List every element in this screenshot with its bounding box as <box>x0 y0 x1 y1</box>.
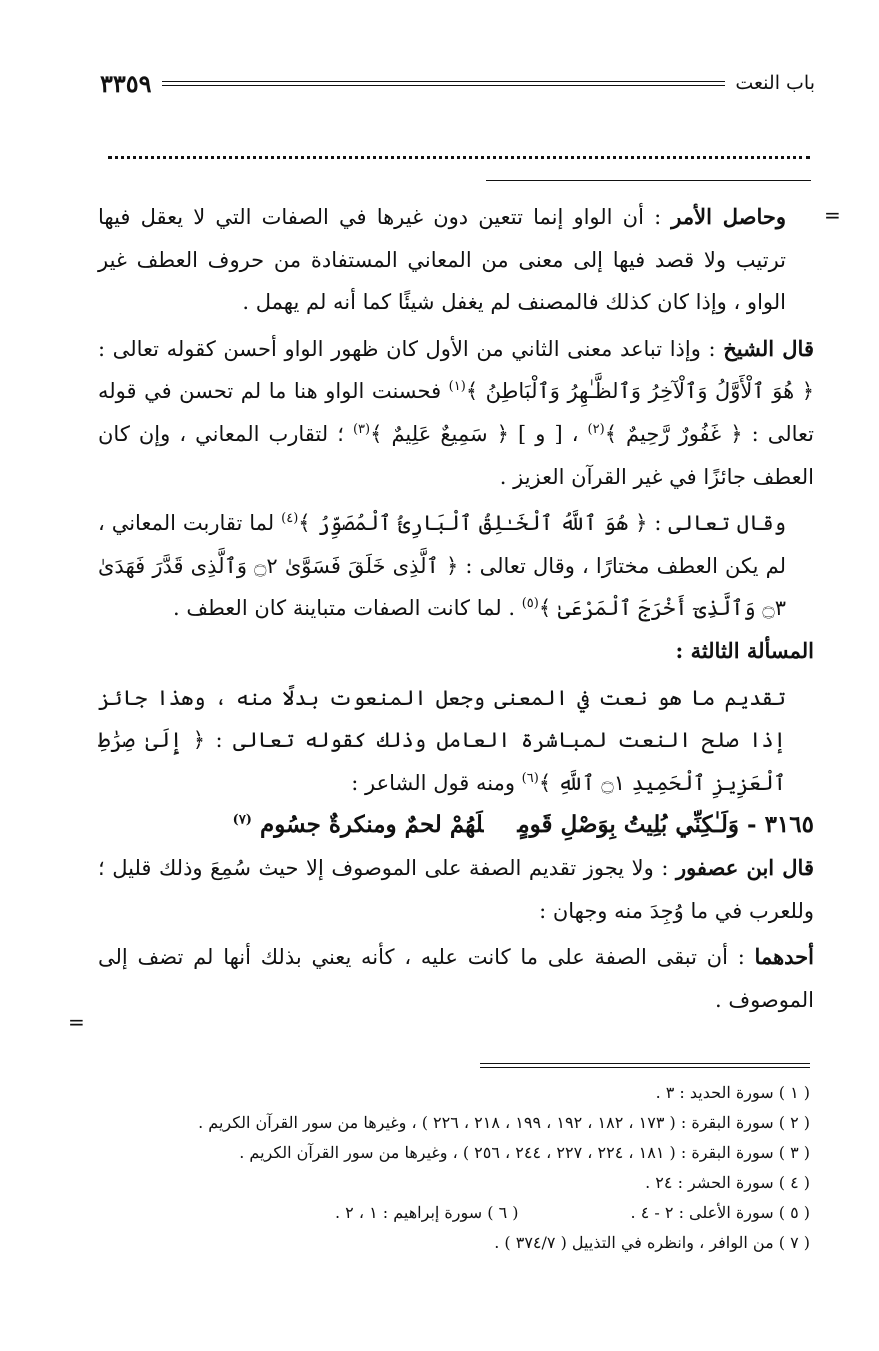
page-number: ٣٣٥٩ <box>100 68 152 98</box>
footnote-ref: (٥) <box>521 596 539 612</box>
section-heading: المسألة الثالثة : <box>675 637 814 663</box>
paragraph-text: : ولا يجوز تقديم الصفة على الموصوف إلا حيث سُمِعَ وذلك قليل ؛ وللعرب في ما وُجِدَ منه وجهان : <box>98 855 814 923</box>
footnote-ref: (٧) <box>232 812 252 828</box>
paragraph-lead: أحدهما <box>754 944 814 970</box>
main-text <box>98 196 814 1021</box>
paragraph-text: ، [ و ] ﴿ سَمِيعٌ عَلِيمٌ ﴾ <box>370 421 588 446</box>
paragraph-text: : أن تبقى الصفة على ما كانت عليه ، كأنه يعني بذلك أنها لم تضف إلى الموصوف . <box>98 945 814 1012</box>
margin-mark-top: = <box>824 203 841 227</box>
verse-hemistich-first: وَلَـٰكِنِّي بُلِيتُ بِوَصْلِ قَومٍ <box>517 811 739 839</box>
paragraph-text: : أن الواو إنما تتعين دون غيرها في الصفات التي لا يعقل فيها ترتيب ولا قصد فيها إلى معنى من المعاني المستفادة من حروف العطف غير الواو ، وإذا كان كذلك فالمصنف لم يغفل شيئًا كما أنه لم يهمل . <box>98 205 786 315</box>
section-rule <box>486 180 811 181</box>
paragraph-third-issue <box>98 677 814 805</box>
running-header <box>100 66 815 100</box>
footnote-6: ( ٦ ) سورة إبراهيم : ١ ، ٢ . <box>334 1203 519 1222</box>
footnote-5: ( ٥ ) سورة الأعلى : ٢ - ٤ . <box>630 1203 810 1222</box>
footnote-ref: (٦) <box>521 770 539 786</box>
chapter-title: باب النعت <box>735 72 815 94</box>
paragraph-text: وقال تعالى : ﴿ هُوَ ٱللَّهُ ٱلْخَـٰلِقُ ٱلْبَارِئُ ٱلْمُصَوِّرُ ﴾ <box>298 511 787 536</box>
paragraph-text: : وإذا تباعد معنى الثاني من الأول كان ظهور الواو أحسن كقوله تعالى : ﴿ هُوَ ٱلْأَوَّلُ وَٱلْآخِرُ وَٱلظَّـٰهِرُ وَٱلْبَاطِنُ ﴾ <box>98 336 814 404</box>
paragraph-lead: وحاصل الأمر <box>671 204 786 229</box>
paragraph-ibn-usfur <box>98 847 814 932</box>
paragraph-text: ؛ لتقارب المعاني ، وإن كان العطف جائزًا في غير القرآن العزيز . <box>98 421 814 489</box>
margin-mark-bottom: = <box>68 1010 85 1034</box>
paragraph-text: فحسنت الواو هنا ما لم تحسن في قوله تعالى : ﴿ غَفُورٌ رَّحِيمٌ ﴾ <box>98 379 814 446</box>
paragraph-text: لما تقاربت المعاني ، لم يكن العطف مختارًا ، وقال تعالى : ﴿ ٱلَّذِى خَلَقَ فَسَوَّىٰ ۝٢ وَٱلَّذِى قَدَّرَ فَهَدَىٰ ۝٣ وَٱلَّذِىٓ أَخْرَجَ ٱلْمَرْعَىٰ ﴾ <box>98 511 787 621</box>
footnote-4: ( ٤ ) سورة الحشر : ٢٤ . <box>645 1173 810 1192</box>
paragraph-text: . لما كانت الصفات متباينة كان العطف . <box>172 596 522 621</box>
paragraph-sheikh <box>98 328 814 498</box>
footnotes <box>96 1078 810 1258</box>
footnote-ref: (٤) <box>281 511 299 527</box>
footnote-ref: (٢) <box>587 421 605 437</box>
paragraph-text: تقديم ما هو نعت في المعنى وجعل المنعوت بدلًا منه ، وهذا جائز إذا صلح النعت لمباشرة العامل وذلك كقوله تعالى : ﴿ إِلَىٰ صِرَٰطِ ٱلْعَزِيزِ ٱلْحَمِيدِ ۝١ ٱللَّهِ ﴾ <box>98 685 786 795</box>
paragraph-lead: قال ابن عصفور <box>675 854 814 880</box>
footnote-1: ( ١ ) سورة الحديد : ٣ . <box>655 1083 810 1102</box>
paragraph-first-way <box>98 936 814 1021</box>
footnote-7: ( ٧ ) من الوافر ، وانظره في التذييل ( ٣٧٤/٧ ) . <box>494 1233 810 1252</box>
verse-number: ٣١٦٥ - <box>747 811 814 839</box>
footnote-row-5-6 <box>96 1198 810 1228</box>
verse-hemistich-second: لَهُمْ لحمٌ ومنكرةٌ جسُوم <box>259 811 484 839</box>
poetry-verse <box>98 804 814 847</box>
footnote-ref: (٣) <box>352 421 371 437</box>
footnote-rule <box>480 1063 810 1068</box>
header-rule <box>162 81 726 86</box>
dotted-separator <box>108 136 810 159</box>
paragraph-lead: قال الشيخ <box>723 335 814 361</box>
paragraph-text: ومنه قول الشاعر : <box>351 770 522 795</box>
footnote-2: ( ٢ ) سورة البقرة : ( ١٧٣ ، ١٨٢ ، ١٩٢ ، ١٩٩ ، ٢١٨ ، ٢٢٦ ) ، وغيرها من سور القرآن الكريم . <box>198 1113 810 1132</box>
paragraph-quran-examples <box>98 502 814 630</box>
footnote-ref: (١) <box>448 379 466 395</box>
footnote-3: ( ٣ ) سورة البقرة : ( ١٨١ ، ٢٢٤ ، ٢٢٧ ، ٢٤٤ ، ٢٥٦ ) ، وغيرها من سور القرآن الكريم . <box>239 1143 810 1162</box>
paragraph-summary <box>98 196 814 324</box>
